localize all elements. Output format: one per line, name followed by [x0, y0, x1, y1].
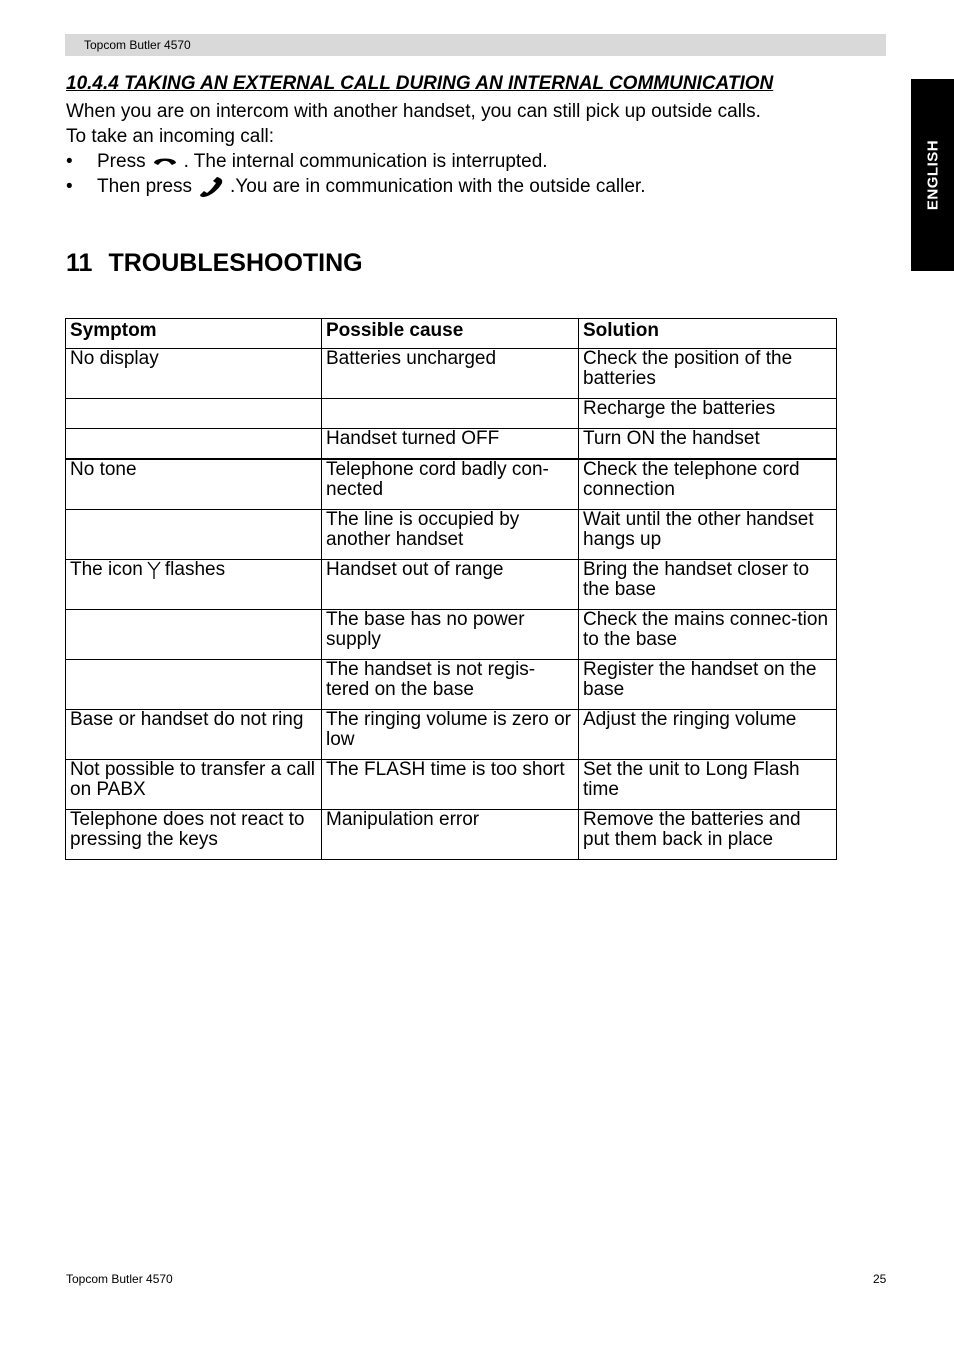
cause-cell: Batteries uncharged: [322, 349, 579, 399]
intro-line: When you are on intercom with another handset, you can still pick up outside calls.: [66, 101, 761, 122]
table-row: [66, 560, 837, 610]
cause-cell: The base has no power supply: [322, 610, 579, 660]
symptom-cell: No display: [66, 349, 322, 399]
table-row: [66, 459, 837, 510]
solution-cell: Remove the batteries and put them back in place: [579, 810, 837, 860]
table-row: [66, 510, 837, 560]
symptom-cell: No tone: [66, 459, 322, 510]
table-row: [66, 349, 837, 399]
language-tab-label: ENGLISH: [924, 139, 941, 211]
symptom-text-after: flashes: [164, 559, 226, 581]
solution-cell: Check the position of the batteries: [579, 349, 837, 399]
chapter-title: [66, 249, 363, 278]
symptom-cell: [66, 510, 322, 560]
table-row: [66, 810, 837, 860]
cause-cell: The FLASH time is too short: [322, 760, 579, 810]
symptom-cell: [66, 399, 322, 429]
table-row: [66, 710, 837, 760]
footer-title: Topcom Butler 4570: [66, 1272, 173, 1286]
instruction-line: To take an incoming call:: [66, 126, 275, 147]
table-row: [66, 399, 837, 429]
handset-flash-icon: [150, 152, 180, 172]
table-row: [66, 660, 837, 710]
solution-cell: Turn ON the handset: [579, 429, 837, 460]
chapter-number: 11: [66, 249, 93, 277]
symptom-cell: [66, 610, 322, 660]
solution-cell: Check the mains connec-tion to the base: [579, 610, 837, 660]
header-solution: Solution: [579, 319, 837, 349]
phone-talk-icon: [196, 176, 226, 198]
troubleshooting-table: [65, 318, 837, 860]
bullet-marker: •: [66, 176, 73, 197]
antenna-icon: [147, 560, 161, 580]
header-cause: Possible cause: [322, 319, 579, 349]
language-tab: [911, 79, 954, 271]
cause-cell: Telephone cord badly con-nected: [322, 459, 579, 510]
table-row: [66, 610, 837, 660]
bullet-text-after: . The internal communication is interrupted.: [183, 151, 548, 172]
solution-cell: Bring the handset closer to the base: [579, 560, 837, 610]
bullet-marker: •: [66, 151, 73, 172]
cause-cell: Handset turned OFF: [322, 429, 579, 460]
symptom-text-before: The icon: [70, 559, 143, 581]
cause-cell: The handset is not regis-tered on the base: [322, 660, 579, 710]
solution-cell: Set the unit to Long Flash time: [579, 760, 837, 810]
cause-cell: Manipulation error: [322, 810, 579, 860]
chapter-heading: TROUBLESHOOTING: [108, 249, 363, 277]
bullet-text-after: .You are in communication with the outside caller.: [230, 176, 646, 197]
solution-cell: Check the telephone cord connection: [579, 459, 837, 510]
symptom-cell: Base or handset do not ring: [66, 710, 322, 760]
cause-cell: The line is occupied by another handset: [322, 510, 579, 560]
cause-cell: Handset out of range: [322, 560, 579, 610]
header-symptom: Symptom: [66, 319, 322, 349]
table-header-row: [66, 319, 837, 349]
section-title: 10.4.4 TAKING AN EXTERNAL CALL DURING AN INTERNAL COMMUNICATION: [66, 73, 774, 94]
page-number: 25: [873, 1272, 887, 1286]
bullet-item: [66, 151, 548, 173]
solution-cell: Adjust the ringing volume: [579, 710, 837, 760]
bullet-item: [66, 176, 645, 198]
solution-cell: Recharge the batteries: [579, 399, 837, 429]
table-row: [66, 760, 837, 810]
header-title: Topcom Butler 4570: [84, 38, 191, 52]
bullet-text-before: Press: [97, 151, 146, 172]
symptom-cell: [66, 560, 322, 610]
symptom-cell: [66, 429, 322, 460]
cause-cell: [322, 399, 579, 429]
symptom-cell: Not possible to transfer a call on PABX: [66, 760, 322, 810]
bullet-text-before: Then press: [97, 176, 193, 197]
table-row: [66, 429, 837, 460]
cause-cell: The ringing volume is zero or low: [322, 710, 579, 760]
solution-cell: Wait until the other handset hangs up: [579, 510, 837, 560]
page-header: [65, 34, 886, 56]
symptom-cell: [66, 660, 322, 710]
symptom-cell: Telephone does not react to pressing the keys: [66, 810, 322, 860]
solution-cell: Register the handset on the base: [579, 660, 837, 710]
